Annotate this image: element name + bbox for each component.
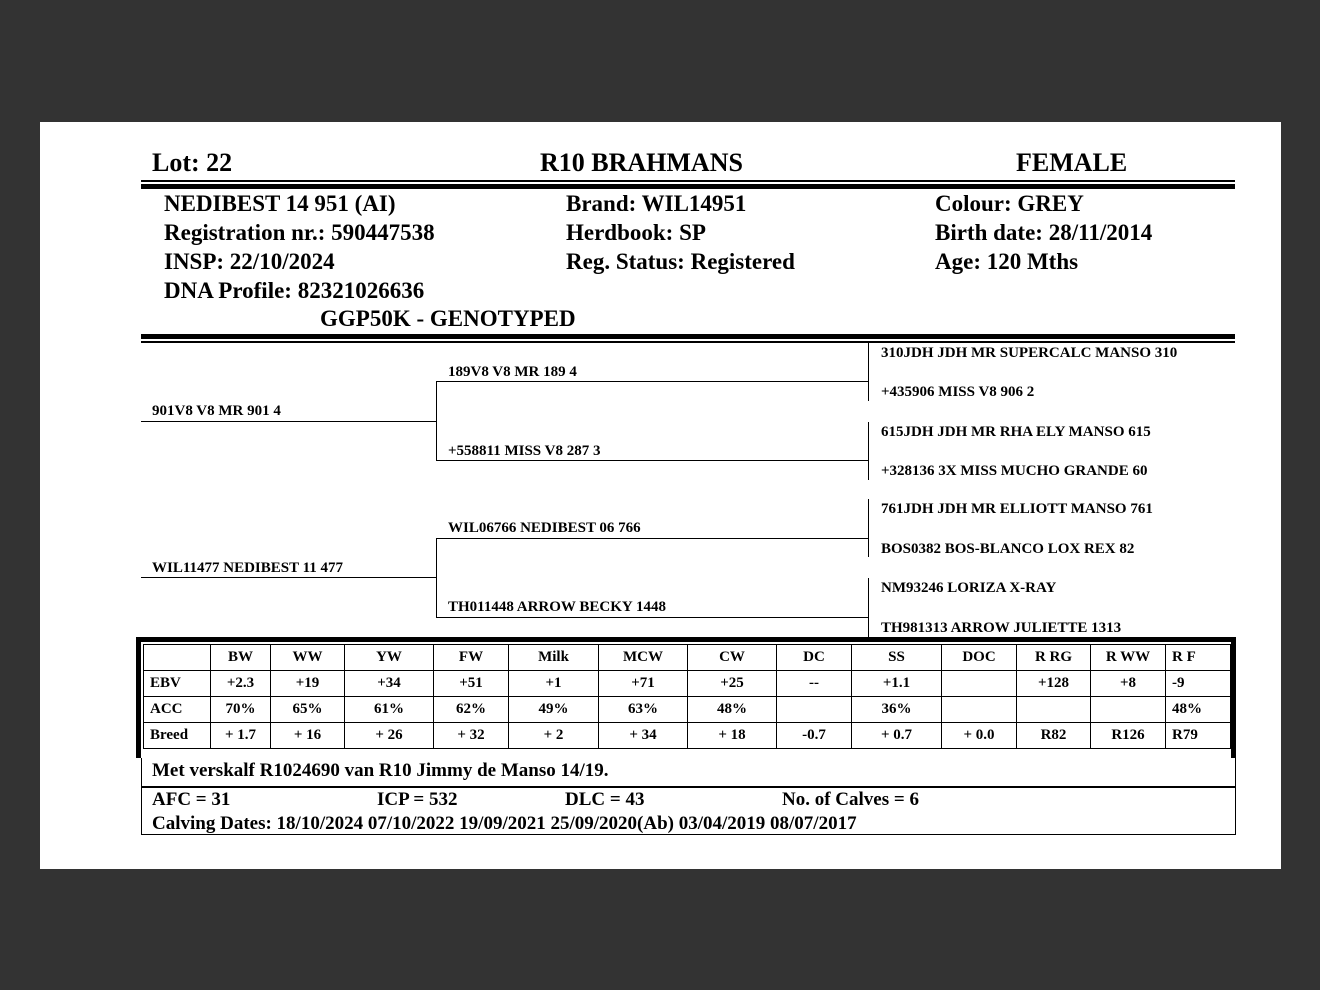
ebv-header-cell: DOC bbox=[942, 645, 1017, 671]
herdbook: Herdbook: SP bbox=[566, 220, 706, 245]
ebv-cell: + 34 bbox=[599, 723, 688, 749]
ebv-cell bbox=[942, 671, 1017, 697]
ebv-header-cell: YW bbox=[345, 645, 434, 671]
ebv-header-cell: DC bbox=[777, 645, 852, 671]
ebv-cell: -- bbox=[777, 671, 852, 697]
ebv-cell bbox=[777, 697, 852, 723]
ebv-cell: 70% bbox=[211, 697, 271, 723]
ebv-cell: +51 bbox=[434, 671, 509, 697]
dam: WIL11477 NEDIBEST 11 477 bbox=[152, 560, 344, 576]
ebv-cell: +8 bbox=[1091, 671, 1166, 697]
registration-number: Registration nr.: 590447538 bbox=[164, 220, 435, 245]
pedigree-line bbox=[868, 343, 869, 401]
ebv-cell: +128 bbox=[1017, 671, 1091, 697]
ebv-cell: -9 bbox=[1166, 671, 1231, 697]
brand: Brand: WIL14951 bbox=[566, 191, 747, 216]
ebv-cell: + 26 bbox=[345, 723, 434, 749]
ebv-cell: +2.3 bbox=[211, 671, 271, 697]
pedigree-line bbox=[868, 499, 869, 557]
pedigree-line bbox=[868, 422, 869, 480]
sire: 901V8 V8 MR 901 4 bbox=[152, 403, 281, 419]
colour: Colour: GREY bbox=[935, 191, 1084, 216]
sire-dam: +558811 MISS V8 287 3 bbox=[448, 443, 601, 459]
ebv-cell bbox=[1091, 697, 1166, 723]
ebv-cell: + 32 bbox=[434, 723, 509, 749]
ebv-header-cell: WW bbox=[271, 645, 345, 671]
ebv-cell: +1 bbox=[509, 671, 599, 697]
ebv-header-cell: MCW bbox=[599, 645, 688, 671]
ebv-table bbox=[143, 644, 1231, 749]
ebv-cell: R82 bbox=[1017, 723, 1091, 749]
pedigree-line bbox=[436, 381, 437, 461]
ebv-cell: + 0.0 bbox=[942, 723, 1017, 749]
great-grandparent: 761JDH JDH MR ELLIOTT MANSO 761 bbox=[881, 501, 1153, 517]
registration-status: Reg. Status: Registered bbox=[566, 249, 795, 274]
dam-dam: TH011448 ARROW BECKY 1448 bbox=[448, 599, 666, 615]
ebv-cell: -0.7 bbox=[777, 723, 852, 749]
ebv-cell: + 18 bbox=[688, 723, 777, 749]
header-rule-thin bbox=[141, 180, 1235, 182]
ebv-header-cell: R RG bbox=[1017, 645, 1091, 671]
pedigree-line bbox=[436, 538, 869, 539]
ebv-cell: 36% bbox=[852, 697, 942, 723]
ebv-cell: + 0.7 bbox=[852, 723, 942, 749]
ebv-header-row bbox=[144, 645, 1231, 671]
dam-sire: WIL06766 NEDIBEST 06 766 bbox=[448, 520, 641, 536]
ebv-cell: + 1.7 bbox=[211, 723, 271, 749]
comment: Met verskalf R1024690 van R10 Jimmy de Manso 14/19. bbox=[152, 760, 609, 781]
ebv-cell: +71 bbox=[599, 671, 688, 697]
ebv-row-label: EBV bbox=[144, 671, 211, 697]
ebv-cell bbox=[1017, 697, 1091, 723]
ebv-cell: 63% bbox=[599, 697, 688, 723]
lot-number: Lot: 22 bbox=[152, 148, 233, 177]
great-grandparent: BOS0382 BOS-BLANCO LOX REX 82 bbox=[881, 541, 1135, 557]
ebv-row-breed bbox=[144, 723, 1231, 749]
pedigree-line bbox=[868, 578, 869, 638]
info-rule-thick bbox=[141, 334, 1235, 339]
ebv-cell: R126 bbox=[1091, 723, 1166, 749]
insp-date: INSP: 22/10/2024 bbox=[164, 249, 335, 274]
ebv-row-acc bbox=[144, 697, 1231, 723]
ebv-frame-top bbox=[136, 637, 1236, 642]
ebv-row-label: Breed bbox=[144, 723, 211, 749]
notes-divider bbox=[141, 786, 1235, 788]
ebv-cell: 65% bbox=[271, 697, 345, 723]
ebv-cell: + 16 bbox=[271, 723, 345, 749]
ebv-cell: +34 bbox=[345, 671, 434, 697]
ebv-header-cell: SS bbox=[852, 645, 942, 671]
pedigree-line bbox=[436, 460, 869, 461]
ebv-header-cell: R F bbox=[1166, 645, 1231, 671]
ebv-cell: 49% bbox=[509, 697, 599, 723]
ebv-cell: +25 bbox=[688, 671, 777, 697]
ebv-row-ebv bbox=[144, 671, 1231, 697]
afc: AFC = 31 bbox=[152, 789, 231, 810]
ebv-cell bbox=[942, 697, 1017, 723]
dna-profile: DNA Profile: 82321026636 bbox=[164, 278, 425, 303]
ebv-header-cell: BW bbox=[211, 645, 271, 671]
sire-sire: 189V8 V8 MR 189 4 bbox=[448, 364, 577, 380]
age: Age: 120 Mths bbox=[935, 249, 1079, 274]
pedigree-line bbox=[141, 421, 437, 422]
pedigree-line bbox=[436, 381, 869, 382]
ebv-header-cell bbox=[144, 645, 211, 671]
ebv-header-cell: Milk bbox=[509, 645, 599, 671]
ebv-header-cell: CW bbox=[688, 645, 777, 671]
ebv-cell: +1.1 bbox=[852, 671, 942, 697]
animal-name: NEDIBEST 14 951 (AI) bbox=[164, 191, 396, 216]
great-grandparent: NM93246 LORIZA X-RAY bbox=[881, 580, 1057, 596]
great-grandparent: +328136 3X MISS MUCHO GRANDE 60 bbox=[881, 463, 1148, 479]
info-rule-thin bbox=[141, 341, 1235, 343]
great-grandparent: 615JDH JDH MR RHA ELY MANSO 615 bbox=[881, 424, 1151, 440]
ebv-header-cell: FW bbox=[434, 645, 509, 671]
pedigree-line bbox=[436, 538, 437, 618]
calves-count: No. of Calves = 6 bbox=[782, 789, 919, 810]
great-grandparent: +435906 MISS V8 906 2 bbox=[881, 384, 1035, 400]
ebv-row-label: ACC bbox=[144, 697, 211, 723]
dlc: DLC = 43 bbox=[565, 789, 645, 810]
ebv-cell: 48% bbox=[688, 697, 777, 723]
ebv-frame-left bbox=[136, 637, 141, 758]
pedigree-line bbox=[141, 577, 437, 578]
ebv-cell: +19 bbox=[271, 671, 345, 697]
breeder-name: R10 BRAHMANS bbox=[540, 148, 743, 177]
birth-date: Birth date: 28/11/2014 bbox=[935, 220, 1153, 245]
pedigree-line bbox=[436, 617, 869, 618]
sex-label: FEMALE bbox=[1016, 148, 1128, 177]
ebv-header-cell: R WW bbox=[1091, 645, 1166, 671]
ebv-cell: 62% bbox=[434, 697, 509, 723]
icp: ICP = 532 bbox=[377, 789, 458, 810]
header-rule-thick bbox=[141, 184, 1235, 189]
genotype-status: GGP50K - GENOTYPED bbox=[320, 306, 576, 331]
great-grandparent: 310JDH JDH MR SUPERCALC MANSO 310 bbox=[881, 345, 1178, 361]
ebv-cell: 48% bbox=[1166, 697, 1231, 723]
lot-card bbox=[40, 122, 1281, 869]
great-grandparent: TH981313 ARROW JULIETTE 1313 bbox=[881, 620, 1122, 636]
ebv-frame-right bbox=[1231, 637, 1236, 758]
ebv-cell: 61% bbox=[345, 697, 434, 723]
ebv-cell: + 2 bbox=[509, 723, 599, 749]
calving-dates: Calving Dates: 18/10/2024 07/10/2022 19/09/2021 25/09/2020(Ab) 03/04/2019 08/07/2017 bbox=[152, 813, 857, 834]
ebv-cell: R79 bbox=[1166, 723, 1231, 749]
